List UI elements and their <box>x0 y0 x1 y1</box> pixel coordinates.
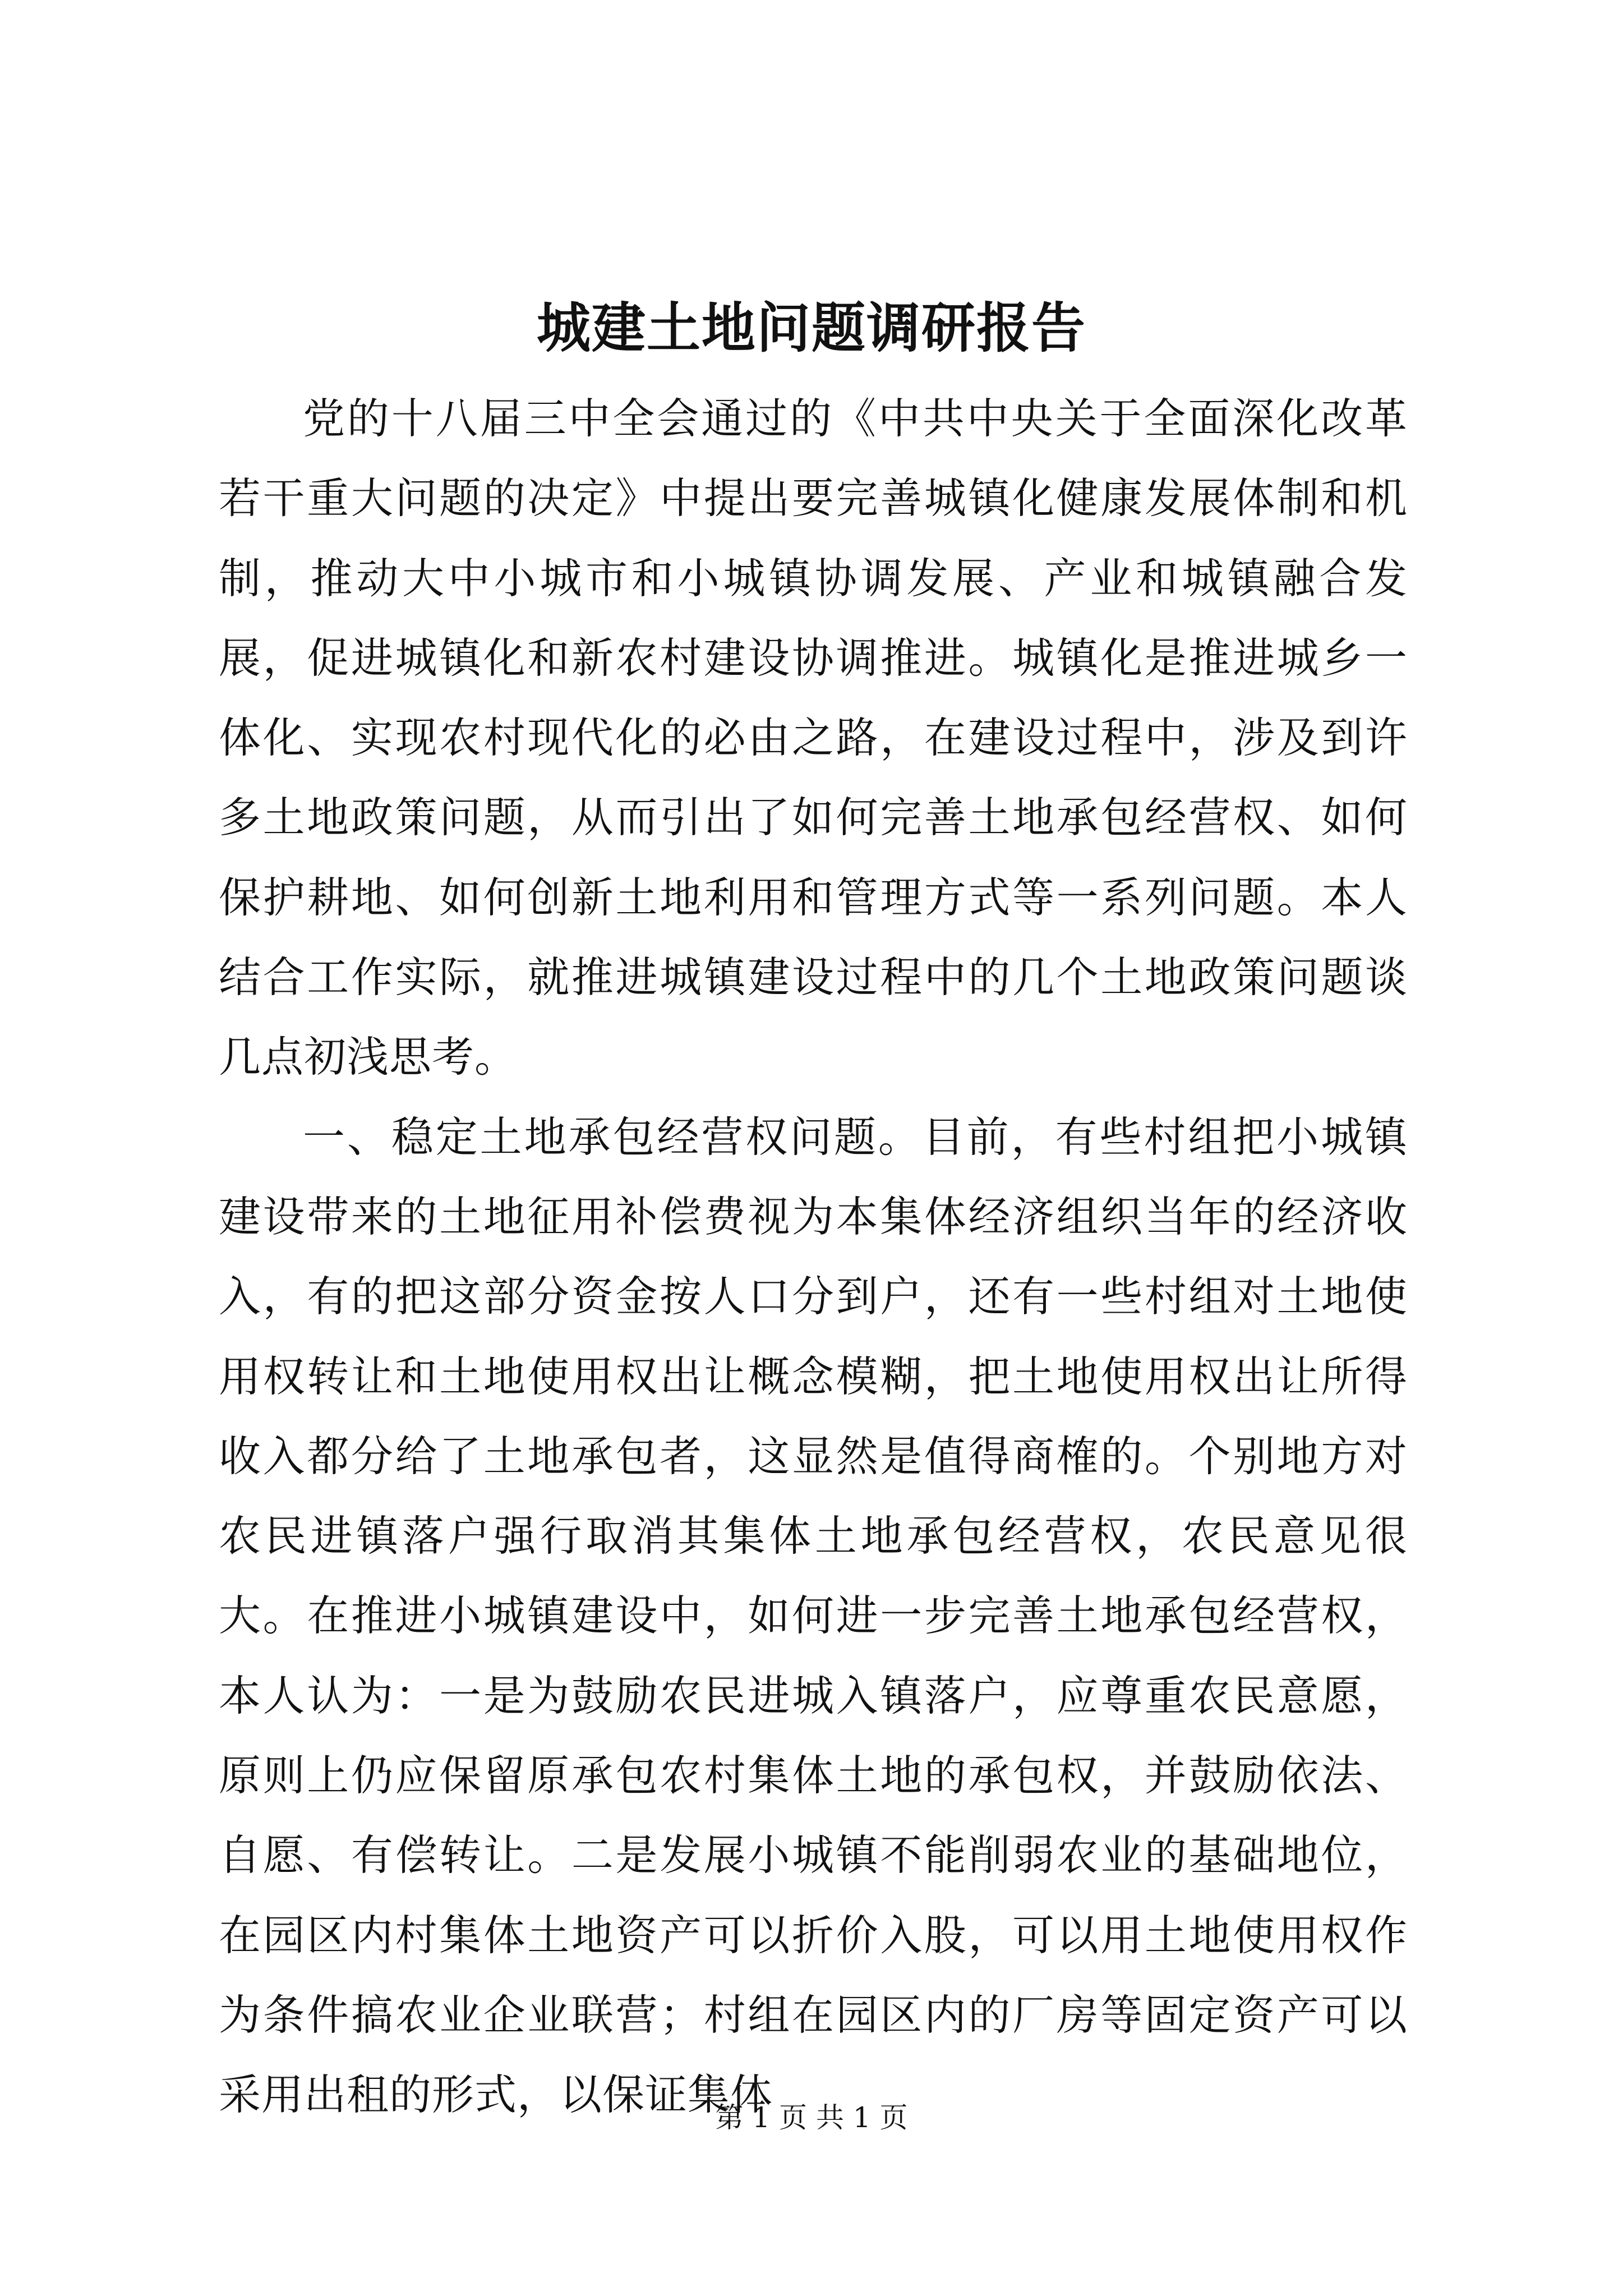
document-title: 城建土地问题调研报告 <box>537 296 1086 360</box>
document-body <box>219 379 1408 2135</box>
page-footer: 第 1 页 共 1 页 <box>715 2101 908 2134</box>
paragraph-section-1: 一、稳定土地承包经营权问题。目前，有些村组把小城镇建设带来的土地征用补偿费视为本集体经济组织当年的经济收入，有的把这部分资金按人口分到户，还有一些村组对土地使用权转让和土地使用权出让概念模糊，把土地使用权出让所得收入都分给了土地承包者，这显然是值得商榷的。个别地方对农民进镇落户强行取消其集体土地承包经营权，农民意见很大。在推进小城镇建设中，如何进一步完善土地承包经营权，本人认为：一是为鼓励农民进城入镇落户，应尊重农民意愿，原则上仍应保留原承包农村集体土地的承包权，并鼓励依法、自愿、有偿转让。二是发展小城镇不能削弱农业的基础地位，在园区内村集体土地资产可以折价入股，可以用土地使用权作为条件搞农业企业联营；村组在园区内的厂房等固定资产可以采用出租的形式，以保证集体 <box>219 1112 1408 2120</box>
paragraph-intro: 党的十八届三中全会通过的《中共中央关于全面深化改革若干重大问题的决定》中提出要完善城镇化健康发展体制和机制，推动大中小城市和小城镇协调发展、产业和城镇融合发展，促进城镇化和新农村建设协调推进。城镇化是推进城乡一体化、实现农村现代化的必由之路，在建设过程中，涉及到许多土地政策问题，从而引出了如何完善土地承包经营权、如何保护耕地、如何创新土地利用和管理方式等一系列问题。本人结合工作实际，就推进城镇建设过程中的几个土地政策问题谈几点初浅思考。 <box>219 394 1408 1082</box>
